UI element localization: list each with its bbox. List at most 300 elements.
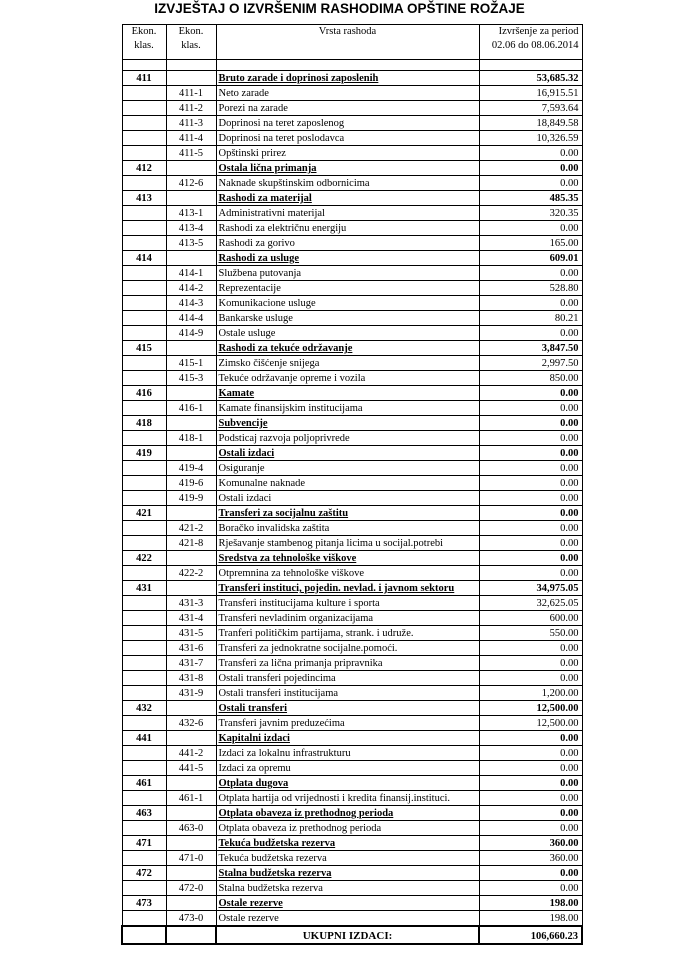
empty-cell	[122, 536, 166, 551]
item-code: 414-1	[166, 266, 216, 281]
group-name: Bruto zarade i doprinosi zaposlenih	[216, 71, 479, 86]
item-name: Tekuće održavanje opreme i vozila	[216, 371, 479, 386]
item-code: 431-3	[166, 596, 216, 611]
header-ekon-label: Ekon.	[131, 26, 157, 37]
item-row	[122, 206, 582, 221]
item-row	[122, 716, 582, 731]
group-name: Transferi instituci, pojedin. nevlad. i javnom sektoru	[216, 581, 479, 596]
group-row	[122, 896, 582, 911]
group-code: 421	[122, 506, 166, 521]
group-name: Ostali transferi	[216, 701, 479, 716]
item-row	[122, 626, 582, 641]
group-code: 418	[122, 416, 166, 431]
item-code: 432-6	[166, 716, 216, 731]
empty-cell	[166, 701, 216, 716]
item-amount: 0.00	[479, 641, 582, 656]
group-row	[122, 386, 582, 401]
item-row	[122, 146, 582, 161]
item-amount: 0.00	[479, 566, 582, 581]
header-izvrsenje-label: Izvršenje za period	[498, 26, 579, 37]
item-row	[122, 851, 582, 866]
item-amount: 0.00	[479, 761, 582, 776]
header-klas-label: klas.	[134, 40, 154, 51]
item-row	[122, 521, 582, 536]
item-name: Tranferi političkim partijama, strank. i udruže.	[216, 626, 479, 641]
item-name: Doprinosi na teret zaposlenog	[216, 116, 479, 131]
header-period-label: 02.06 do 08.06.2014	[491, 40, 579, 51]
item-amount: 360.00	[479, 851, 582, 866]
item-code: 419-9	[166, 491, 216, 506]
item-amount: 80.21	[479, 311, 582, 326]
total-amount: 106,660.23	[479, 926, 582, 944]
group-row	[122, 581, 582, 596]
item-amount: 0.00	[479, 671, 582, 686]
item-amount: 550.00	[479, 626, 582, 641]
empty-cell	[122, 491, 166, 506]
item-name: Ostali izdaci	[216, 491, 479, 506]
item-name: Transferi nevladinim organizacijama	[216, 611, 479, 626]
item-code: 471-0	[166, 851, 216, 866]
item-code: 413-1	[166, 206, 216, 221]
group-name: Kamate	[216, 386, 479, 401]
item-name: Transferi javnim preduzećima	[216, 716, 479, 731]
header-vrsta-rashoda: Vrsta rashoda	[216, 25, 479, 60]
empty-cell	[122, 401, 166, 416]
item-row	[122, 461, 582, 476]
table-body	[122, 60, 582, 945]
item-name: Transferi za jednokratne socijalne.pomoći.	[216, 641, 479, 656]
empty-cell	[122, 851, 166, 866]
empty-cell	[122, 911, 166, 927]
item-row	[122, 656, 582, 671]
item-row	[122, 881, 582, 896]
empty-cell	[122, 821, 166, 836]
empty-cell	[166, 71, 216, 86]
item-name: Reprezentacije	[216, 281, 479, 296]
group-amount: 0.00	[479, 866, 582, 881]
item-row	[122, 611, 582, 626]
empty-cell	[122, 206, 166, 221]
group-amount: 0.00	[479, 416, 582, 431]
empty-cell	[122, 281, 166, 296]
item-amount: 0.00	[479, 326, 582, 341]
item-row	[122, 686, 582, 701]
group-name: Sredstva za tehnološke viškove	[216, 551, 479, 566]
empty-cell	[166, 341, 216, 356]
group-name: Rashodi za usluge	[216, 251, 479, 266]
group-code: 416	[122, 386, 166, 401]
item-amount: 16,915.51	[479, 86, 582, 101]
empty-cell	[122, 881, 166, 896]
header-row	[122, 25, 582, 60]
group-row	[122, 701, 582, 716]
group-amount: 34,975.05	[479, 581, 582, 596]
item-code: 412-6	[166, 176, 216, 191]
item-amount: 0.00	[479, 746, 582, 761]
empty-cell	[166, 416, 216, 431]
empty-cell	[166, 731, 216, 746]
item-row	[122, 176, 582, 191]
item-row	[122, 101, 582, 116]
item-amount: 528.80	[479, 281, 582, 296]
item-name: Tekuća budžetska rezerva	[216, 851, 479, 866]
item-name: Rashodi za električnu energiju	[216, 221, 479, 236]
item-code: 414-3	[166, 296, 216, 311]
group-row	[122, 251, 582, 266]
item-code: 411-2	[166, 101, 216, 116]
empty-cell	[166, 806, 216, 821]
group-code: 411	[122, 71, 166, 86]
group-code: 431	[122, 581, 166, 596]
item-code: 431-7	[166, 656, 216, 671]
empty-cell	[122, 101, 166, 116]
group-code: 422	[122, 551, 166, 566]
group-code: 473	[122, 896, 166, 911]
group-row	[122, 71, 582, 86]
item-row	[122, 491, 582, 506]
group-code: 432	[122, 701, 166, 716]
item-code: 422-2	[166, 566, 216, 581]
item-name: Rashodi za gorivo	[216, 236, 479, 251]
item-row	[122, 596, 582, 611]
empty-cell	[122, 746, 166, 761]
item-code: 414-2	[166, 281, 216, 296]
item-row	[122, 131, 582, 146]
header-klas-label: klas.	[181, 40, 201, 51]
item-code: 418-1	[166, 431, 216, 446]
item-code: 421-2	[166, 521, 216, 536]
group-amount: 485.35	[479, 191, 582, 206]
empty-cell	[122, 266, 166, 281]
item-code: 463-0	[166, 821, 216, 836]
item-name: Osiguranje	[216, 461, 479, 476]
item-code: 431-4	[166, 611, 216, 626]
item-amount: 0.00	[479, 296, 582, 311]
item-code: 415-1	[166, 356, 216, 371]
item-name: Stalna budžetska rezerva	[216, 881, 479, 896]
group-amount: 0.00	[479, 806, 582, 821]
empty-cell	[122, 926, 166, 944]
item-row	[122, 371, 582, 386]
item-row	[122, 221, 582, 236]
empty-cell	[122, 461, 166, 476]
item-name: Opštinski prirez	[216, 146, 479, 161]
item-code: 415-3	[166, 371, 216, 386]
empty-cell	[122, 476, 166, 491]
item-row	[122, 326, 582, 341]
group-name: Subvencije	[216, 416, 479, 431]
group-name: Otplata dugova	[216, 776, 479, 791]
group-name: Stalna budžetska rezerva	[216, 866, 479, 881]
item-code: 416-1	[166, 401, 216, 416]
item-name: Zimsko čišćenje snijega	[216, 356, 479, 371]
item-name: Otpremnina za tehnološke viškove	[216, 566, 479, 581]
item-amount: 0.00	[479, 431, 582, 446]
item-name: Transferi za lična primanja pripravnika	[216, 656, 479, 671]
empty-cell	[166, 896, 216, 911]
item-name: Bankarske usluge	[216, 311, 479, 326]
group-row	[122, 551, 582, 566]
item-name: Službena putovanja	[216, 266, 479, 281]
item-row	[122, 566, 582, 581]
empty-cell	[122, 596, 166, 611]
header-ekon-klas-1	[122, 25, 166, 60]
empty-cell	[122, 791, 166, 806]
item-row	[122, 266, 582, 281]
item-code: 413-4	[166, 221, 216, 236]
item-code: 419-6	[166, 476, 216, 491]
item-name: Otplata hartija od vrijednosti i kredita finansij.instituci.	[216, 791, 479, 806]
item-code: 413-5	[166, 236, 216, 251]
item-name: Podsticaj razvoja poljoprivrede	[216, 431, 479, 446]
item-row	[122, 431, 582, 446]
group-name: Ostali izdaci	[216, 446, 479, 461]
item-name: Boračko invalidska zaštita	[216, 521, 479, 536]
group-code: 412	[122, 161, 166, 176]
empty-cell	[166, 191, 216, 206]
item-amount: 10,326.59	[479, 131, 582, 146]
empty-cell	[122, 761, 166, 776]
group-name: Transferi za socijalnu zaštitu	[216, 506, 479, 521]
item-name: Otplata obaveza iz prethodnog perioda	[216, 821, 479, 836]
empty-cell	[166, 776, 216, 791]
empty-cell	[122, 656, 166, 671]
group-name: Ostala lična primanja	[216, 161, 479, 176]
item-code: 414-4	[166, 311, 216, 326]
group-amount: 12,500.00	[479, 701, 582, 716]
header-ekon-label: Ekon.	[178, 26, 204, 37]
item-name: Ostale usluge	[216, 326, 479, 341]
group-code: 472	[122, 866, 166, 881]
item-row	[122, 641, 582, 656]
group-code: 461	[122, 776, 166, 791]
group-amount: 0.00	[479, 731, 582, 746]
item-amount: 12,500.00	[479, 716, 582, 731]
group-name: Ostale rezerve	[216, 896, 479, 911]
group-row	[122, 416, 582, 431]
header-ekon-klas-2	[166, 25, 216, 60]
item-code: 411-3	[166, 116, 216, 131]
item-amount: 0.00	[479, 146, 582, 161]
item-amount: 0.00	[479, 221, 582, 236]
group-amount: 0.00	[479, 776, 582, 791]
item-name: Rješavanje stambenog pitanja licima u socijal.potrebi	[216, 536, 479, 551]
empty-cell	[166, 926, 216, 944]
item-row	[122, 911, 582, 927]
group-amount: 0.00	[479, 161, 582, 176]
item-row	[122, 116, 582, 131]
item-amount: 198.00	[479, 911, 582, 927]
group-row	[122, 506, 582, 521]
empty-cell	[122, 566, 166, 581]
item-code: 421-8	[166, 536, 216, 551]
item-amount: 0.00	[479, 536, 582, 551]
group-row	[122, 341, 582, 356]
group-code: 471	[122, 836, 166, 851]
item-amount: 2,997.50	[479, 356, 582, 371]
item-code: 411-4	[166, 131, 216, 146]
empty-cell	[122, 221, 166, 236]
empty-cell	[122, 626, 166, 641]
item-amount: 0.00	[479, 881, 582, 896]
item-amount: 0.00	[479, 266, 582, 281]
item-row	[122, 86, 582, 101]
group-amount: 53,685.32	[479, 71, 582, 86]
item-row	[122, 236, 582, 251]
item-amount: 0.00	[479, 476, 582, 491]
item-name: Ostale rezerve	[216, 911, 479, 927]
group-row	[122, 161, 582, 176]
group-amount: 3,847.50	[479, 341, 582, 356]
item-name: Izdaci za opremu	[216, 761, 479, 776]
item-amount: 7,593.64	[479, 101, 582, 116]
group-amount: 0.00	[479, 386, 582, 401]
item-amount: 18,849.58	[479, 116, 582, 131]
item-code: 473-0	[166, 911, 216, 927]
group-amount: 0.00	[479, 551, 582, 566]
total-label: UKUPNI IZDACI:	[216, 926, 479, 944]
item-code: 431-6	[166, 641, 216, 656]
item-row	[122, 281, 582, 296]
item-amount: 850.00	[479, 371, 582, 386]
item-amount: 600.00	[479, 611, 582, 626]
spacer-row	[122, 60, 582, 71]
item-code: 414-9	[166, 326, 216, 341]
item-amount: 0.00	[479, 491, 582, 506]
group-row	[122, 731, 582, 746]
item-row	[122, 536, 582, 551]
group-row	[122, 191, 582, 206]
item-amount: 0.00	[479, 401, 582, 416]
group-code: 419	[122, 446, 166, 461]
empty-cell	[166, 386, 216, 401]
empty-cell	[122, 116, 166, 131]
group-amount: 609.01	[479, 251, 582, 266]
item-code: 411-5	[166, 146, 216, 161]
empty-cell	[122, 146, 166, 161]
empty-cell	[166, 581, 216, 596]
group-row	[122, 776, 582, 791]
item-code: 431-5	[166, 626, 216, 641]
group-amount: 198.00	[479, 896, 582, 911]
item-amount: 0.00	[479, 176, 582, 191]
empty-cell	[166, 161, 216, 176]
group-row	[122, 866, 582, 881]
group-row	[122, 446, 582, 461]
item-name: Porezi na zarade	[216, 101, 479, 116]
item-amount: 1,200.00	[479, 686, 582, 701]
item-amount: 0.00	[479, 521, 582, 536]
item-row	[122, 821, 582, 836]
item-code: 441-5	[166, 761, 216, 776]
group-code: 441	[122, 731, 166, 746]
empty-cell	[122, 131, 166, 146]
empty-cell	[122, 326, 166, 341]
empty-cell	[122, 371, 166, 386]
item-amount: 0.00	[479, 821, 582, 836]
group-amount: 0.00	[479, 446, 582, 461]
item-row	[122, 761, 582, 776]
empty-cell	[166, 551, 216, 566]
item-code: 431-8	[166, 671, 216, 686]
empty-cell	[122, 356, 166, 371]
header-izvrsenje	[479, 25, 582, 60]
group-row	[122, 836, 582, 851]
item-code: 419-4	[166, 461, 216, 476]
item-name: Komunikacione usluge	[216, 296, 479, 311]
group-code: 463	[122, 806, 166, 821]
item-name: Izdaci za lokalnu infrastrukturu	[216, 746, 479, 761]
item-row	[122, 356, 582, 371]
group-code: 415	[122, 341, 166, 356]
item-row	[122, 296, 582, 311]
empty-cell	[122, 86, 166, 101]
item-name: Ostali transferi pojedincima	[216, 671, 479, 686]
group-code: 414	[122, 251, 166, 266]
item-name: Naknade skupštinskim odbornicima	[216, 176, 479, 191]
item-row	[122, 671, 582, 686]
report-title: IZVJEŠTAJ O IZVRŠENIM RASHODIMA OPŠTINE ROŽAJE	[154, 1, 525, 16]
group-name: Tekuća budžetska rezerva	[216, 836, 479, 851]
item-code: 441-2	[166, 746, 216, 761]
item-name: Transferi institucijama kulture i sporta	[216, 596, 479, 611]
empty-cell	[166, 446, 216, 461]
group-name: Rashodi za materijal	[216, 191, 479, 206]
item-amount: 320.35	[479, 206, 582, 221]
item-name: Komunalne naknade	[216, 476, 479, 491]
item-code: 461-1	[166, 791, 216, 806]
item-code: 411-1	[166, 86, 216, 101]
empty-cell	[122, 671, 166, 686]
total-row	[122, 926, 582, 944]
empty-cell	[122, 611, 166, 626]
empty-cell	[122, 176, 166, 191]
item-row	[122, 476, 582, 491]
item-amount: 0.00	[479, 656, 582, 671]
empty-cell	[122, 431, 166, 446]
item-amount: 0.00	[479, 791, 582, 806]
empty-cell	[122, 716, 166, 731]
group-amount: 360.00	[479, 836, 582, 851]
group-row	[122, 806, 582, 821]
item-row	[122, 746, 582, 761]
item-name: Administrativni materijal	[216, 206, 479, 221]
group-name: Kapitalni izdaci	[216, 731, 479, 746]
empty-cell	[166, 866, 216, 881]
group-code: 413	[122, 191, 166, 206]
group-amount: 0.00	[479, 506, 582, 521]
empty-cell	[166, 506, 216, 521]
empty-cell	[122, 236, 166, 251]
item-row	[122, 401, 582, 416]
item-code: 472-0	[166, 881, 216, 896]
empty-cell	[166, 251, 216, 266]
item-code: 431-9	[166, 686, 216, 701]
empty-cell	[122, 311, 166, 326]
item-name: Kamate finansijskim institucijama	[216, 401, 479, 416]
empty-cell	[122, 641, 166, 656]
item-amount: 165.00	[479, 236, 582, 251]
group-name: Rashodi za tekuće održavanje	[216, 341, 479, 356]
item-amount: 0.00	[479, 461, 582, 476]
expenditure-table	[121, 24, 583, 945]
empty-cell	[122, 521, 166, 536]
item-name: Neto zarade	[216, 86, 479, 101]
item-row	[122, 791, 582, 806]
empty-cell	[122, 296, 166, 311]
item-amount: 32,625.05	[479, 596, 582, 611]
group-name: Otplata obaveza iz prethodnog perioda	[216, 806, 479, 821]
